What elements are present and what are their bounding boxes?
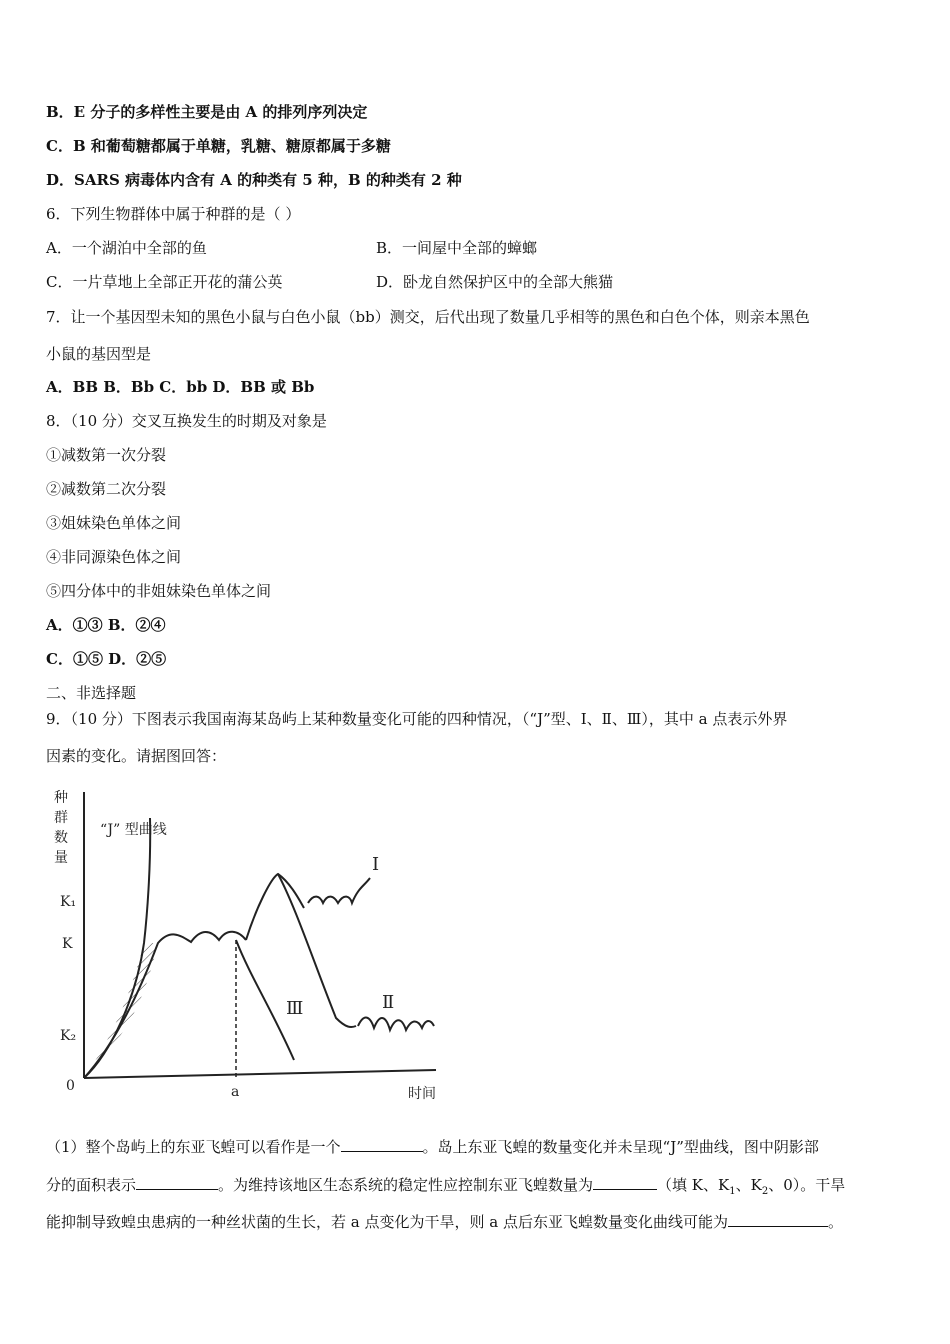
answer-line-3 — [46, 1212, 843, 1232]
curve-i-wave — [308, 878, 370, 903]
question-8-options-ab: A．①③ B．②④ — [46, 616, 166, 634]
question-8-item2: ②减数第二次分裂 — [46, 480, 167, 498]
question-8-item3: ③姐妹染色单体之间 — [46, 514, 182, 532]
question-7-line2: 小鼠的基因型是 — [46, 345, 152, 363]
answer-line-2 — [46, 1175, 845, 1202]
blank-1[interactable] — [341, 1137, 423, 1152]
answer-2-text-c: （填 K、K — [657, 1176, 730, 1194]
option-6d: D．卧龙自然保护区中的全部大熊猫 — [376, 273, 614, 291]
label-curve-i: Ⅰ — [372, 854, 380, 875]
label-curve-iii: Ⅲ — [286, 998, 304, 1019]
origin-label: 0 — [66, 1078, 75, 1094]
answer-2-text-d: 、K — [735, 1176, 762, 1194]
blank-4[interactable] — [728, 1212, 828, 1227]
x-axis-label: 时间 — [408, 1086, 436, 1102]
option-6c: C．一片草地上全部正开花的蒲公英 — [46, 273, 283, 291]
curve-ii-wave — [358, 1018, 434, 1030]
blank-2[interactable] — [136, 1175, 218, 1190]
question-6: 6．下列生物群体中属于种群的是（ ） — [46, 205, 301, 223]
y-axis-label-3: 数 — [54, 830, 68, 846]
a-label: a — [231, 1084, 240, 1100]
answer-3-text-a: 能抑制导致蝗虫患病的一种丝状菌的生长，若 a 点变化为干旱，则 a 点后东亚飞蝗数量变化曲线可能为 — [46, 1213, 728, 1231]
option-5d: D．SARS 病毒体内含有 A 的种类有 5 种，B 的种类有 2 种 — [46, 171, 462, 189]
tick-k: K — [62, 936, 73, 952]
option-5c: C．B 和葡萄糖都属于单糖，乳糖、糖原都属于多糖 — [46, 137, 391, 155]
answer-1-text-a: （1）整个岛屿上的东亚飞蝗可以看作是一个 — [46, 1138, 341, 1156]
y-axis-label-4: 量 — [54, 850, 68, 866]
y-axis-label-2: 群 — [54, 810, 68, 826]
answer-2-text-b: 。为维持该地区生态系统的稳定性应控制东亚飞蝗数量为 — [218, 1176, 594, 1194]
population-curve-figure — [46, 778, 466, 1113]
y-axis-label-1: 种 — [54, 790, 68, 806]
question-8-options-cd: C．①⑤ D．②⑤ — [46, 650, 167, 668]
option-6b: B．一间屋中全部的蟑螂 — [376, 239, 538, 257]
tick-k1: K₁ — [60, 894, 77, 910]
answer-2-text-a: 分的面积表示 — [46, 1176, 137, 1194]
subscript-1: 1 — [729, 1186, 736, 1197]
blank-3[interactable] — [593, 1175, 657, 1190]
curve-i-rise — [246, 874, 304, 940]
answer-3-text-b: 。 — [827, 1213, 843, 1231]
label-curve-ii: Ⅱ — [382, 992, 395, 1013]
answer-line-1 — [46, 1137, 819, 1157]
question-8: 8．（10 分）交叉互换发生的时期及对象是 — [46, 412, 327, 430]
question-7-line1: 7．让一个基因型未知的黑色小鼠与白色小鼠（bb）测交，后代出现了数量几乎相等的黑色和白色个体，则亲本黑色 — [46, 308, 810, 326]
question-7-options: A．BB B．Bb C．bb D．BB 或 Bb — [46, 378, 315, 396]
question-8-item4: ④非同源染色体之间 — [46, 548, 182, 566]
answer-2-text-e: 、0）。干旱 — [768, 1176, 846, 1194]
s-curve — [84, 932, 246, 1078]
section-heading: 二、非选择题 — [46, 684, 137, 702]
j-curve-label: “J” 型曲线 — [100, 822, 167, 838]
answer-1-text-b: 。岛上东亚飞蝗的数量变化并未呈现“J”型曲线，图中阴影部 — [422, 1138, 819, 1156]
question-8-item5: ⑤四分体中的非姐妹染色单体之间 — [46, 582, 272, 600]
option-6a: A．一个湖泊中全部的鱼 — [46, 239, 207, 257]
question-9-line1: 9．（10 分）下图表示我国南海某岛屿上某种数量变化可能的四种情况，（“J”型、Ⅰ、Ⅱ、Ⅲ），其中 a 点表示外界 — [46, 710, 788, 728]
x-axis — [84, 1070, 436, 1078]
tick-k2: K₂ — [60, 1028, 77, 1044]
question-9-line2: 因素的变化。请据图回答： — [46, 747, 227, 765]
option-5b: B．E 分子的多样性主要是由 A 的排列序列决定 — [46, 103, 368, 121]
shaded-area — [92, 943, 158, 1066]
question-8-item1: ①减数第一次分裂 — [46, 446, 167, 464]
subscript-2: 2 — [761, 1186, 769, 1197]
